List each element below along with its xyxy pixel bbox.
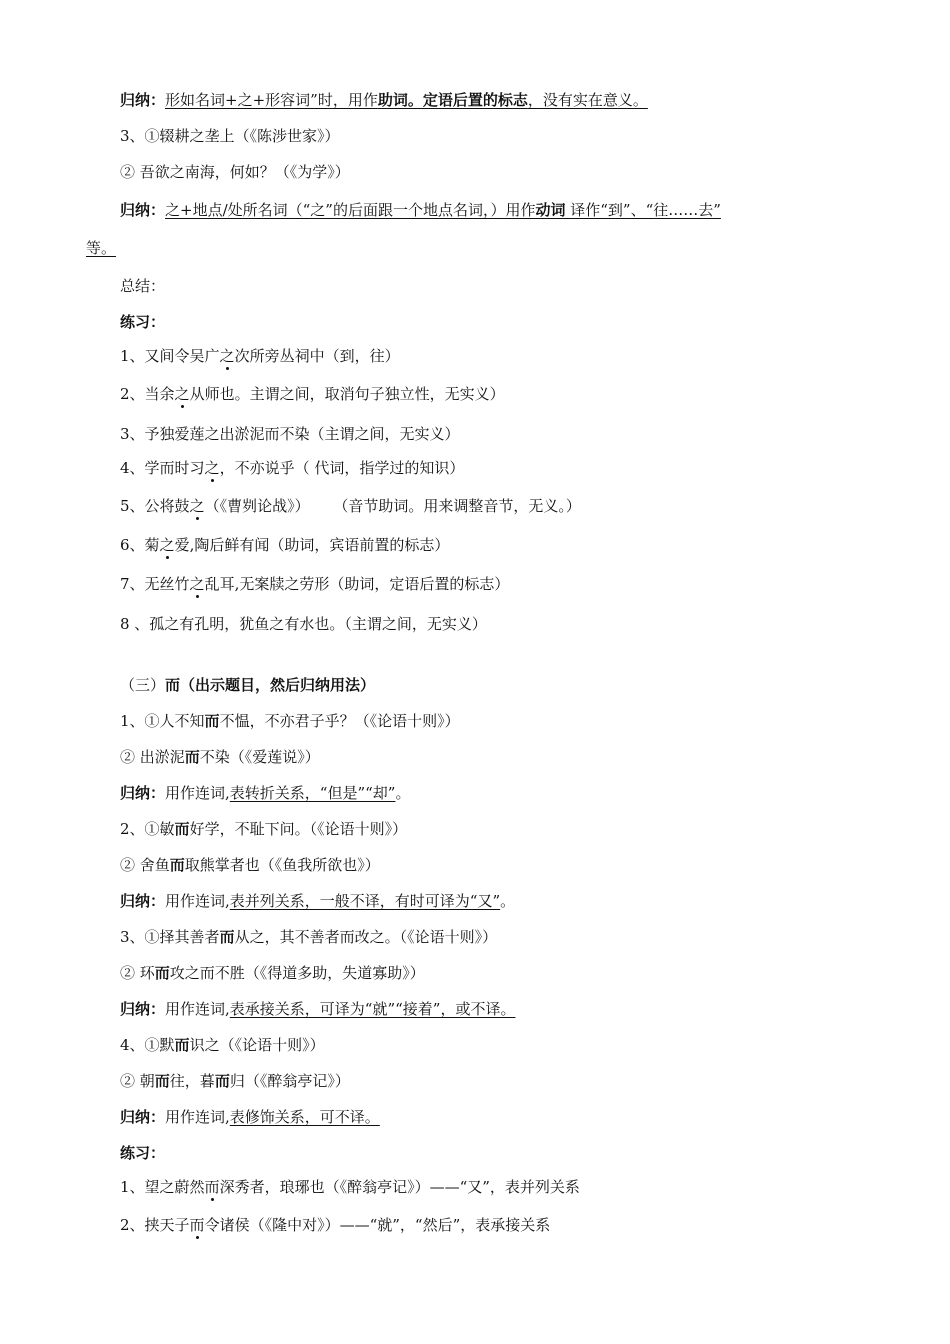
er-summary-4: 归纳：用作连词,表修饰关系，可不译。 <box>120 1108 380 1126</box>
er-summary-2: 归纳：用作连词,表并列关系，一般不译，有时可译为“又”。 <box>120 892 516 910</box>
summary-label: 归纳： <box>120 91 166 109</box>
summary-text: 形如名词+之+形容词”时，用作助词。定语后置的标志，没有实在意义。 <box>165 91 648 109</box>
er-example-2-1: 2、①敏而好学，不耻下问。（《论语十则》） <box>120 820 408 838</box>
er-example-1-2: ② 出淤泥而不染（《爱莲说》） <box>120 748 320 766</box>
practice-8: 8 、孤之有孔明，犹鱼之有水也。（主谓之间，无实义） <box>120 615 487 633</box>
practice-7: 7、无丝竹之乱耳,无案牍之劳形（助词，定语后置的标志） <box>120 575 510 593</box>
practice-6: 6、菊之爱,陶后鲜有闻（助词，宾语前置的标志） <box>120 536 450 554</box>
practice-heading: 练习： <box>120 313 166 331</box>
section-heading-er: （三）而（出示题目，然后归纳用法） <box>120 676 376 694</box>
summary-line-2 <box>120 90 648 110</box>
practice-5: 5、公将鼓之（《曹刿论战》） （音节助词。用来调整音节，无义。） <box>120 497 581 515</box>
er-summary-1: 归纳：用作连词,表转折关系，“但是”“却”。 <box>120 784 411 802</box>
practice-3: 3、予独爱莲之出淤泥而不染（主谓之间，无实义） <box>120 425 460 443</box>
example-3-2: ② 吾欲之南海，何如？（《为学》） <box>120 163 350 181</box>
er-practice-heading: 练习： <box>120 1144 166 1162</box>
summary-label: 归纳： <box>120 201 166 219</box>
summary-line-3-wrap: 等。 <box>86 239 117 257</box>
er-practice-2: 2、挟天子而令诸侯（《隆中对》）——“就”，“然后”，表承接关系 <box>120 1216 551 1234</box>
summary-line-3 <box>120 200 721 220</box>
er-example-4-2: ② 朝而往，暮而归（《醉翁亭记》） <box>120 1072 350 1090</box>
practice-2: 2、当余之从师也。主谓之间，取消句子独立性，无实义） <box>120 385 505 403</box>
practice-1: 1、又间令吴广之次所旁丛祠中（到，往） <box>120 347 400 365</box>
er-example-4-1: 4、①默而识之（《论语十则》） <box>120 1036 325 1054</box>
example-3-1: 3、①辍耕之垄上（《陈涉世家》） <box>120 127 340 145</box>
er-practice-1: 1、望之蔚然而深秀者，琅琊也（《醉翁亭记》）——“又”，表并列关系 <box>120 1178 580 1196</box>
practice-4: 4、学而时习之，不亦说乎（ 代词，指学过的知识） <box>120 459 465 477</box>
er-example-3-1: 3、①择其善者而从之，其不善者而改之。（《论语十则》） <box>120 928 498 946</box>
er-summary-3: 归纳：用作连词,表承接关系，可译为“就”“接着”，或不译。 <box>120 1000 516 1018</box>
er-example-3-2: ② 环而攻之而不胜（《得道多助，失道寡助》） <box>120 964 425 982</box>
er-example-1-1: 1、①人不知而不愠，不亦君子乎？（《论语十则》） <box>120 712 460 730</box>
summary-text: 之+地点/处所名词（“之”的后面跟一个地点名词，）用作动词 译作“到”、“往……去” <box>165 201 721 219</box>
summary-heading: 总结： <box>120 277 166 295</box>
er-example-2-2: ② 舍鱼而取熊掌者也（《鱼我所欲也》） <box>120 856 380 874</box>
